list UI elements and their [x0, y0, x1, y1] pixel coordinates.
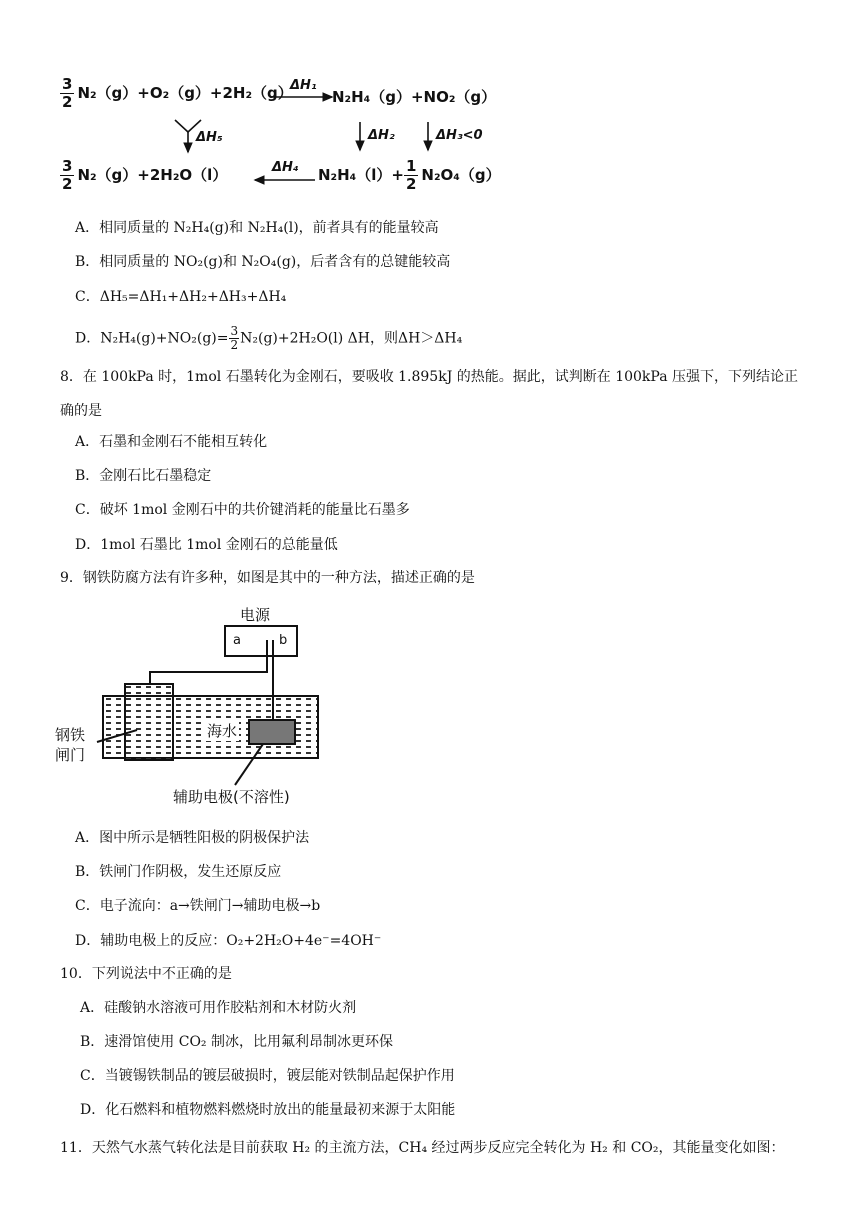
q8-option-a: A．石墨和金刚石不能相互转化 — [75, 434, 268, 450]
q10-option-d: D．化石燃料和植物燃料燃烧时放出的能量最初来源于太阳能 — [80, 1102, 456, 1118]
figure-drawing — [55, 600, 325, 810]
q10-option-a: A．硅酸钠水溶液可用作胶粘剂和木材防火剂 — [80, 1000, 357, 1016]
q10-option-b: B．速滑馆使用 CO₂ 制冰，比用氟利昂制冰更环保 — [80, 1034, 393, 1050]
fraction-1-2: $\frac{1}{2}$ — [405, 157, 417, 193]
dh4-label: ΔH₄ — [272, 160, 299, 175]
terminal-b-label: b — [279, 633, 288, 648]
y-left — [175, 120, 188, 132]
gate-label-line1: 钢铁 — [55, 726, 86, 744]
seawater-label: 海水 — [207, 722, 238, 740]
scheme-top-right: N₂H₄（g）+NO₂（g） — [332, 88, 497, 106]
auxiliary-electrode — [249, 720, 295, 744]
q7-option-d: D．N₂H₄(g)+NO₂(g)= $\frac{3}{2}$ N₂(g)+2H₂O(l) ΔH，则ΔH＞ΔH₄ — [75, 324, 463, 352]
q9-option-b: B．铁闸门作阴极，发生还原反应 — [75, 864, 282, 880]
q9-option-a: A．图中所示是牺牲阳极的阴极保护法 — [75, 830, 310, 846]
q10-stem: 10．下列说法中不正确的是 — [60, 966, 232, 982]
dh2-label: ΔH₂ — [368, 128, 395, 143]
dh1-label: ΔH₁ — [290, 78, 317, 93]
cathodic-protection-figure — [55, 600, 325, 810]
q9-option-d: D．辅助电极上的反应：O₂+2H₂O+4e⁻=4OH⁻ — [75, 933, 382, 949]
electrode-label: 辅助电极(不溶性) — [173, 788, 290, 806]
scheme-bottom-left: $\frac{3}{2}$ N₂（g）+2H₂O（l） — [62, 157, 228, 193]
q8-stem: 8．在 100kPa 时，1mol 石墨转化为金刚石，要吸收 1.895kJ 的热能。据此，试判断在 100kPa 压强下，下列结论正确的是 — [60, 369, 799, 419]
fraction-3-2-d: $\frac{3}{2}$ — [230, 324, 239, 352]
q9-stem: 9．钢铁防腐方法有许多种，如图是其中的一种方法，描述正确的是 — [60, 570, 475, 586]
dh5-label: ΔH₅ — [196, 130, 223, 145]
reaction-scheme — [60, 70, 520, 200]
terminal-a-label: a — [233, 633, 241, 648]
fraction-3-2: $\frac{3}{2}$ — [62, 75, 73, 111]
q7-option-a: A．相同质量的 N₂H₄(g)和 N₂H₄(l)，前者具有的能量较高 — [75, 220, 439, 236]
gate-label-line2: 闸门 — [55, 746, 86, 764]
q11-stem: 11．天然气水蒸气转化法是目前获取 H₂ 的主流方法，CH₄ 经过两步反应完全转化为 H₂ 和 CO₂，其能量变化如图： — [60, 1140, 785, 1156]
dh3-label: ΔH₃<0 — [436, 128, 483, 143]
q8-option-b: B．金刚石比石墨稳定 — [75, 468, 212, 484]
q8-option-d: D．1mol 石墨比 1mol 金刚石的总能量低 — [75, 537, 338, 553]
fraction-3-2-bottom: $\frac{3}{2}$ — [62, 157, 73, 193]
q7-option-c: C．ΔH₅=ΔH₁+ΔH₂+ΔH₃+ΔH₄ — [75, 289, 287, 305]
scheme-bottom-right: N₂H₄（l）+ $\frac{1}{2}$ N₂O₄（g） — [318, 157, 501, 193]
q9-option-c: C．电子流向：a→铁闸门→辅助电极→b — [75, 898, 321, 914]
scheme-top-left: $\frac{3}{2}$ N₂（g）+O₂（g）+2H₂（g） — [62, 75, 293, 111]
q8-option-c: C．破坏 1mol 金刚石中的共价键消耗的能量比石墨多 — [75, 502, 410, 518]
q7-option-b: B．相同质量的 NO₂(g)和 N₂O₄(g)，后者含有的总键能较高 — [75, 254, 451, 270]
q10-option-c: C．当镀锡铁制品的镀层破损时，镀层能对铁制品起保护作用 — [80, 1068, 455, 1084]
steel-gate — [125, 684, 173, 760]
power-label: 电源 — [240, 606, 271, 624]
